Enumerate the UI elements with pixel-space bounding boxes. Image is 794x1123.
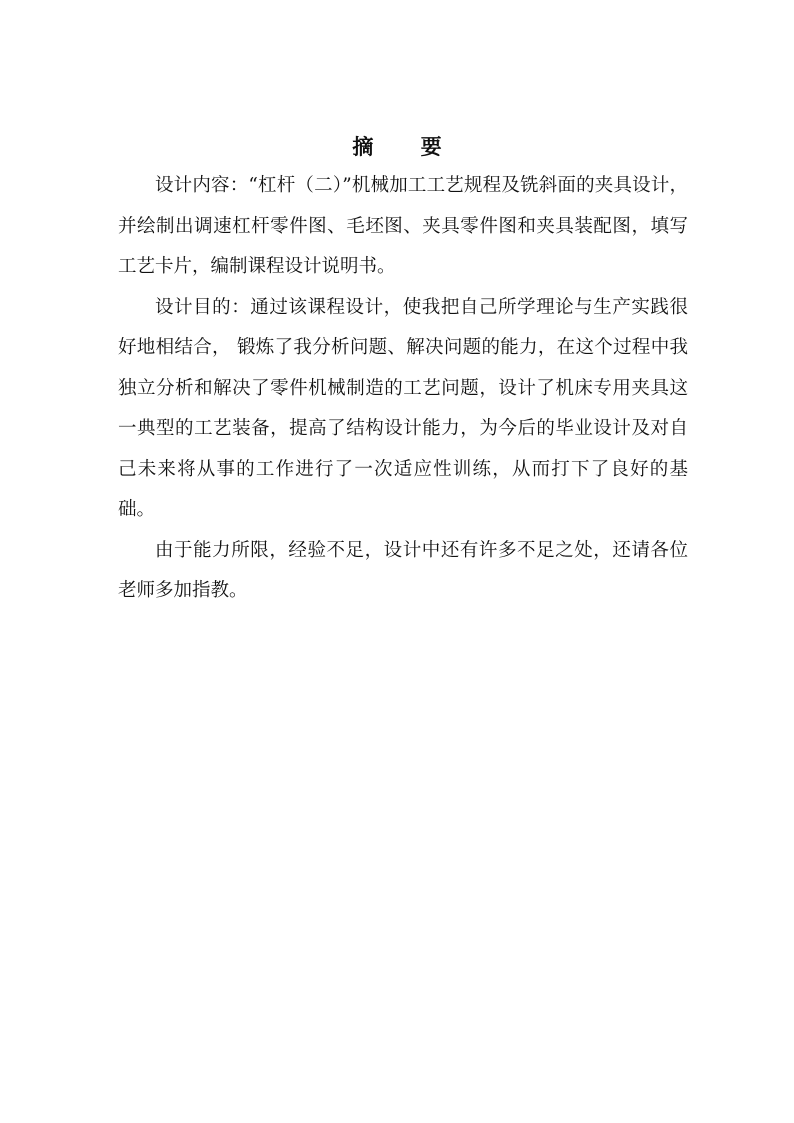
abstract-body [118,166,688,612]
paragraph-design-content: 设计内容：“杠杆（二）”机械加工工艺规程及铣斜面的夹具设计，并绘制出调速杠杆零件图、毛坯图、夹具零件图和夹具装配图，填写工艺卡片，编制课程设计说明书。 [118,175,688,277]
paragraph-design-purpose: 设计目的：通过该课程设计，使我把自己所学理论与生产实践很好地相结合， 锻炼了我分析问题、解决问题的能力，在这个过程中我独立分析和解决了零件机械制造的工艺问题，设计了机床专用夹具这一典型的工艺装备，提高了结构设计能力，为今后的毕业设计及对自己未来将从事的工作进行了一次适应性训练，从而打下了良好的基础。 [118,296,688,520]
paragraph-limitations: 由于能力所限，经验不足，设计中还有许多不足之处，还请各位老师多加指教。 [118,539,688,601]
page-title: 摘 要 [352,134,462,159]
